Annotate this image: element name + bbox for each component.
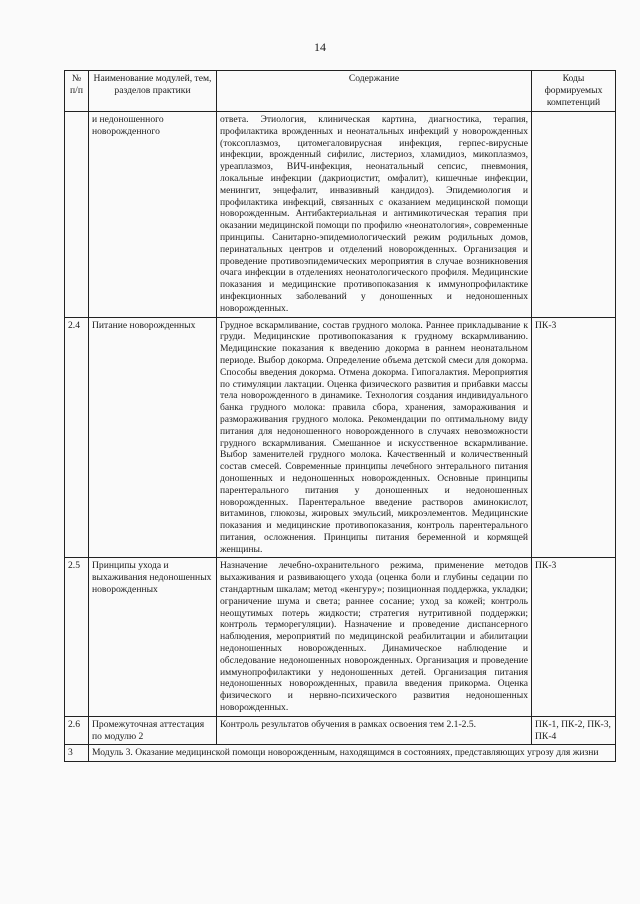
- row-name: и недоношенного новорожденного: [89, 112, 217, 318]
- header-codes: Коды формируемых компетенций: [532, 71, 616, 112]
- row-codes: ПК-3: [532, 558, 616, 716]
- row-codes: ПК-3: [532, 317, 616, 558]
- header-content: Содержание: [217, 71, 532, 112]
- header-name: Наименование модулей, тем, разделов практики: [89, 71, 217, 112]
- module-num: 3: [65, 745, 89, 762]
- row-codes: ПК-1, ПК-2, ПК-3, ПК-4: [532, 716, 616, 745]
- table-row: [65, 317, 616, 558]
- table-row: [65, 716, 616, 745]
- row-num: 2.5: [65, 558, 89, 716]
- table-row: [65, 558, 616, 716]
- table-header-row: [65, 71, 616, 112]
- row-content: Назначение лечебно-охранительного режима, применение методов выхаживания и развивающего ухода (оценка боли и глубины седации по стандартным шкалам; метод «кенгуру»; позиционная поддержка, укладки; ограничение шума и света; раннее сосание; уход за кожей; контроль неощутимых потерь жидкости; стратегия нутритивной поддержки; контроль терморегуляции). Назначение и проведение диспансерного наблюдения, мероприятий по медицинской реабилитации и абилитации недоношенных новорожденных. Динамическое наблюдение и обследование недоношенных новорожденных. Организация и проведение иммунопрофилактики у недоношенных детей. Организация питания недоношенных новорожденных, правила введения прикорма. Оценка физического и нервно-психического развития недоношенных новорожденных.: [217, 558, 532, 716]
- row-content: ответа. Этиология, клиническая картина, диагностика, терапия, профилактика врожденных и неонатальных инфекций у новорожденных (токсоплазмоз, цитомегаловирусная инфекция, герпес-вирусные инфекции, врожденный сифилис, листериоз, хламидиоз, микоплазмоз, уреаплазмоз, ВИЧ-инфекция, неонатальный сепсис, пневмония, локальные инфекции (дакриоцистит, омфалит), кишечные инфекции, менингит, энцефалит, инвазивный кандидоз). Эпидемиология и профилактика инфекций, связанных с оказанием медицинской помощи новорожденным. Антибактериальная и антимикотическая терапия при оказании медицинской помощи по профилю «неонатология», современные принципы. Санитарно-эпидемиологический режим родильных домов, перинатальных центров и отделений новорожденных. Организация и проведение противоэпидемических мероприятия в случае возникновения очага инфекции в отделениях неонатологического профиля. Медицинские показания и медицинские противопоказания к иммунопрофилактике инфекционных заболеваний у доношенных и недоношенных новорожденных.: [217, 112, 532, 318]
- row-content: Грудное вскармливание, состав грудного молока. Раннее прикладывание к груди. Медицинские противопоказания к грудному вскармливанию. Медицинские показания к введению докорма в раннем неонатальном периоде. Выбор докорма. Определение объема детской смеси для докорма. Способы введения докорма. Отмена докорма. Гипогалактия. Мероприятия по стимуляции лактации. Оценка физического развития и прибавки массы тела новорожденного в динамике. Технология создания индивидуального банка грудного молока: правила сбора, хранения, замораживания и размораживания грудного молока. Рекомендации по оптимальному виду питания для недоношенного новорожденного в случаях невозможности грудного вскармливания. Смешанное и искусственное вскармливание. Выбор заменителей грудного молока. Качественный и количественный состав смесей. Современные принципы лечебного энтерального питания доношенных и недоношенных новорожденных. Основные принципы парентерального питания у доношенных и недоношенных новорожденных. Парентеральное введение растворов аминокислот, витаминов, глюкозы, жировых эмульсий, микроэлементов. Медицинские показания и медицинские противопоказания, контроль парентерального питания, осложнения. Принципы питания беременной и кормящей женщины.: [217, 317, 532, 558]
- header-num: № п/п: [65, 71, 89, 112]
- row-num: [65, 112, 89, 318]
- row-num: 2.4: [65, 317, 89, 558]
- table-row: [65, 112, 616, 318]
- module-row: [65, 745, 616, 762]
- row-name: Питание новорожденных: [89, 317, 217, 558]
- row-name: Промежуточная аттестация по модулю 2: [89, 716, 217, 745]
- module-title: Модуль 3. Оказание медицинской помощи новорожденным, находящимся в состояниях, представляющих угрозу для жизни: [89, 745, 616, 762]
- row-name: Принципы ухода и выхаживания недоношенных новорожденных: [89, 558, 217, 716]
- row-num: 2.6: [65, 716, 89, 745]
- program-table: [64, 70, 616, 762]
- row-content: Контроль результатов обучения в рамках освоения тем 2.1-2.5.: [217, 716, 532, 745]
- page-number: 14: [314, 40, 326, 54]
- row-codes: [532, 112, 616, 318]
